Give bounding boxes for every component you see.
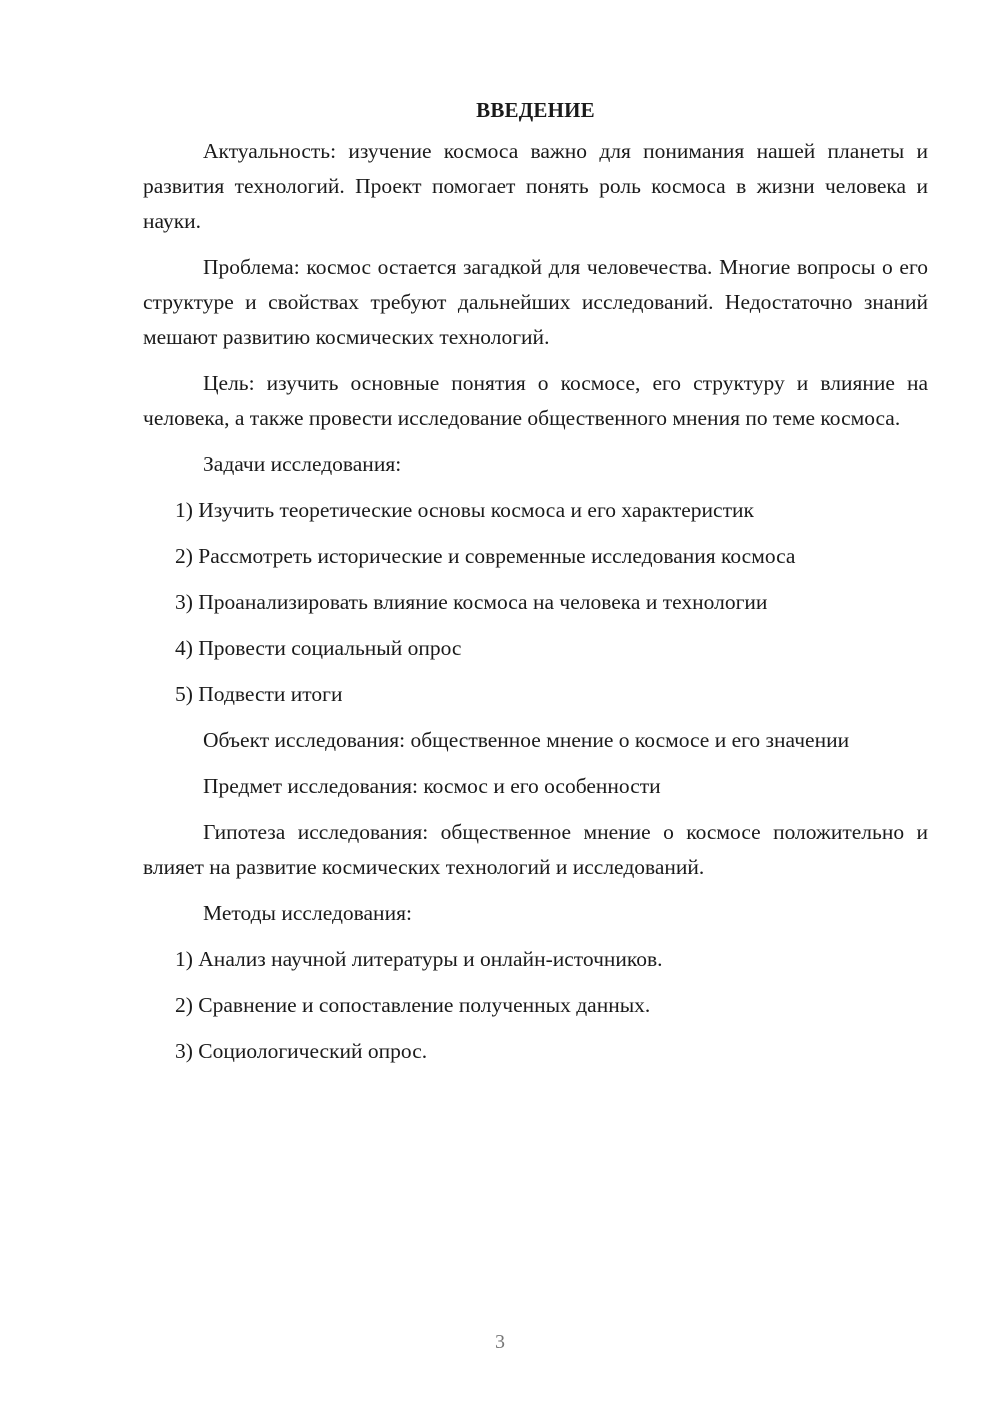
hypothesis-paragraph: Гипотеза исследования: общественное мнение о космосе положительно и влияет на развитие космических технологий и исследований. [143, 820, 928, 879]
goal-paragraph: Цель: изучить основные понятия о космосе, его структуру и влияние на человека, а также провести исследование общественного мнения по теме космоса. [143, 371, 928, 430]
list-item: 1) Изучить теоретические основы космоса и его характеристик [175, 498, 754, 522]
list-item: 3) Социологический опрос. [175, 1039, 428, 1063]
methods-heading: Методы исследования: [203, 901, 412, 925]
problem-paragraph: Проблема: космос остается загадкой для человечества. Многие вопросы о его структуре и свойствах требуют дальнейших исследований. Недостаточно знаний мешают развитию космических технологий. [143, 255, 928, 349]
list-item: 5) Подвести итоги [175, 682, 343, 706]
list-item: 1) Анализ научной литературы и онлайн-источников. [175, 947, 663, 971]
tasks-heading: Задачи исследования: [203, 452, 402, 476]
page-number: 3 [495, 1331, 505, 1353]
list-item: 2) Сравнение и сопоставление полученных данных. [175, 993, 651, 1017]
list-item: 2) Рассмотреть исторические и современные исследования космоса [175, 544, 796, 568]
relevance-paragraph: Актуальность: изучение космоса важно для понимания нашей планеты и развития технологий. Проект помогает понять роль космоса в жизни человека и науки. [143, 139, 928, 233]
tasks-list [143, 493, 928, 712]
subject-paragraph: Предмет исследования: космос и его особенности [203, 774, 661, 798]
methods-list [143, 942, 928, 1069]
list-item: 3) Проанализировать влияние космоса на человека и технологии [175, 590, 768, 614]
object-paragraph: Объект исследования: общественное мнение о космосе и его значении [203, 728, 850, 752]
page-title: ВВЕДЕНИЕ [476, 98, 595, 122]
list-item: 4) Провести социальный опрос [175, 636, 462, 660]
document-page [143, 92, 928, 1080]
